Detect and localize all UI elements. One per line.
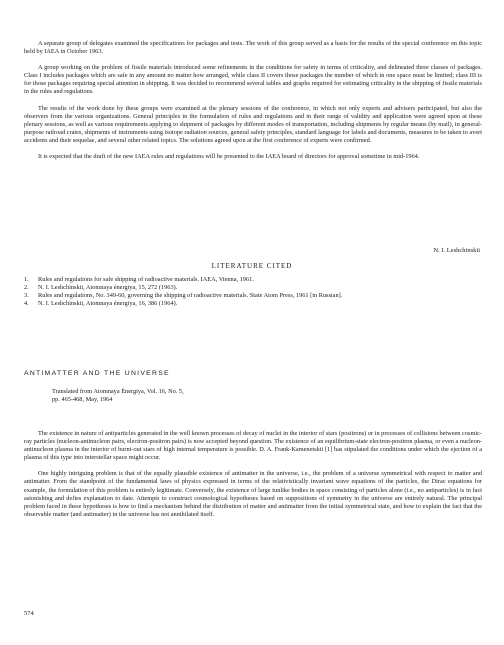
translation-pages: pp. 465-468, May, 1964	[52, 396, 113, 404]
article-paragraph-1: The existence in nature of antiparticles generated in the well known processes of decay of nuclei in the interior of stars (positrons) or in processes of collisions between cosmic-ray particles (nucleon-antinucleon pairs, electron-positron pairs) is now accepted beyond question. The existence of an equilibrium-state electron-positron plasma, or even a nucleon-antinucleon plasma in the interior of burnt-out stars of high internal temperature is possible. D. A. Frank-Kamenetskii [1] has stipulated the conditions under which the ejection of a plasma of this type into interstellar space might occur.	[24, 430, 482, 462]
article-body	[24, 430, 482, 519]
translation-note	[52, 388, 184, 404]
intro-paragraph-1: A separate group of delegates examined the specifications for packages and tests. The work of this group served as a basis for the results of the special conference on this topic held by IAEA in October 1963.	[24, 40, 482, 56]
translation-source: Translated from Atomnaya Énergiya, Vol. 16, No. 5,	[52, 388, 184, 395]
page-number: 574	[24, 610, 34, 617]
reference-item	[24, 284, 482, 292]
reference-number: 2.	[24, 284, 29, 292]
author-signature: N. I. Leshchinskii	[433, 247, 480, 254]
reference-text: N. I. Leshchinskii, Atomnaya énergiya, 16, 386 (1964).	[38, 300, 178, 308]
literature-cited-title: LITERATURE CITED	[211, 262, 293, 270]
intro-paragraph-3: The results of the work done by these groups were examined at the plenary sessions of the conference, in which not only experts and advisers participated, but also the observers from the various organizations. General principles in the formulation of rules and regulations and in their range of validity and application were agreed upon at these plenary sessions, as well as various requirements applying to shipment of packages by different modes of transportation, including shipments by regular means (by mail), in general-purpose railroad crates, shipments of instruments using isotope radiation sources, general safety principles, standard language for labels and documents, measures to be taken to avert accidents and their sequelae, and several other related topics. The solutions agreed upon at the first conference of experts were confirmed.	[24, 104, 482, 144]
reference-text: N. I. Leshchinskii, Atomnaya énergiya, 15, 272 (1963).	[38, 284, 178, 292]
intro-paragraph-4: It is expected that the draft of the new IAEA rules and regulations will be presented to the IAEA board of directors for approval sometime in mid-1964.	[38, 153, 420, 161]
reference-number: 3.	[24, 292, 29, 300]
reference-item	[24, 292, 482, 300]
article-paragraph-2: One highly intriguing problem is that of the equally plausible existence of antimatter in the universe, i.e., the problem of a universe symmetrical with respect to matter and antimatter. From the standpoint of the fundamental laws of physics expressed in terms of the relativistically invariant wave equations of the particles, the Dirac equations for example, the formulation of this problem is entirely legitimate. Conversely, the existence of large tunlike bodies in space consisting of particles alone (i.e., no antiparticles) is in fact astonishing and defies explanation to date. Attempts to construct cosmological hypotheses based on suppositions of symmetry in the universe are entirely natural. The principal problem faced in these hypotheses is how to find a mechanism behind the distribution of matter and antimatter from the initial symmetrical state, and how to explain the fact that the observable matter (and antimatter) in the universe has not annihilated itself.	[24, 470, 482, 518]
intro-paragraph-2: A group working on the problem of fissile materials introduced some refinements in the conditions for safety in terms of criticality, and delineated three classes of packages. Class I includes packages which are safe in any amount no matter how arranged, while class II covers those packages the number of which in one space must be limited; class III is for those packages requiring special attention in shipping. It was decided to recommend several tables and graphs required for estimating criticality in the shipping of fissile materials in the rules and regulations.	[24, 64, 482, 96]
reference-number: 1.	[24, 276, 29, 283]
reference-list	[24, 276, 482, 308]
intro-section	[24, 40, 482, 161]
reference-item	[24, 300, 482, 308]
reference-number: 4.	[24, 300, 29, 308]
reference-text: Rules and regulations for safe shipping of radioactive materials. IAEA, Vienna, 1961.	[38, 276, 254, 283]
article-title: ANTIMATTER AND THE UNIVERSE	[24, 370, 170, 377]
reference-item	[24, 276, 482, 284]
reference-text: Rules and regulations, No. 349-60, governing the shipping of radioactive materials. State Atom Press, 1961 [in Russian].	[38, 292, 343, 300]
